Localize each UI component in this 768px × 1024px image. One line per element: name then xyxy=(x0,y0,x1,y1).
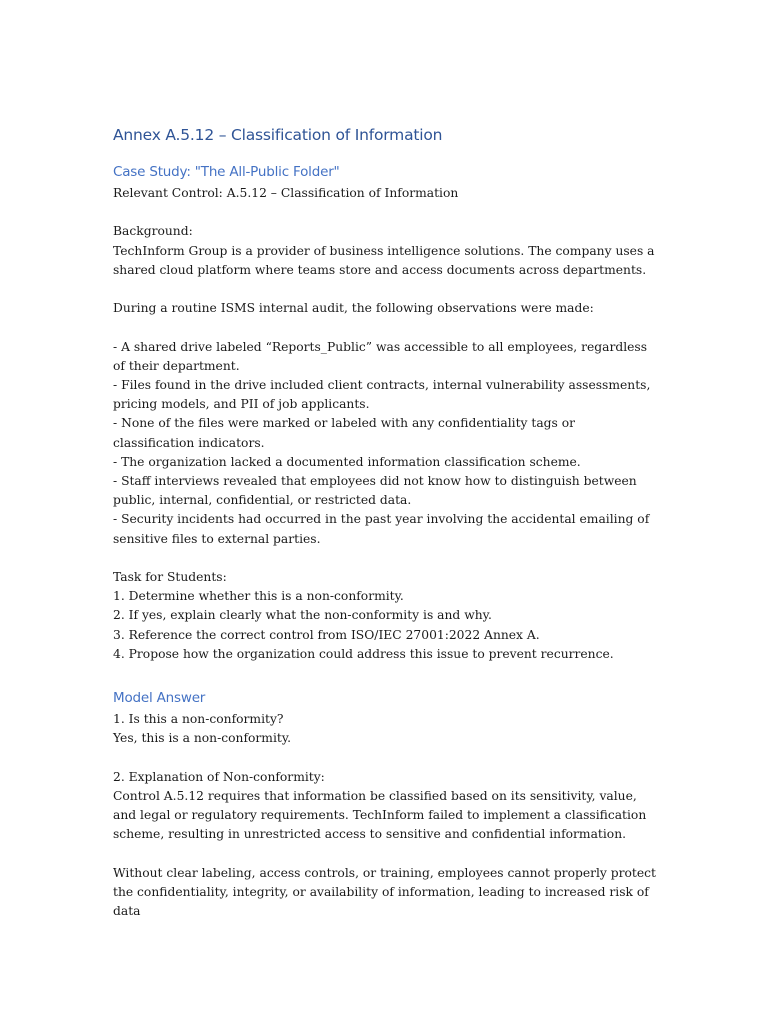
question-2: 2. Explanation of Non-conformity: xyxy=(113,769,325,784)
list-item: 2. If yes, explain clearly what the non-conformity is and why. xyxy=(113,608,492,623)
question-1: 1. Is this a non-conformity? xyxy=(113,712,284,727)
relevant-control: Relevant Control: A.5.12 – Classification of Information xyxy=(113,186,459,200)
document-content xyxy=(113,124,658,921)
audit-intro: During a routine ISMS internal audit, the following observations were made: xyxy=(113,301,594,316)
background-text: TechInform Group is a provider of business intelligence solutions. The company uses a shared cloud platform where teams store and access documents across departments. xyxy=(113,243,655,277)
list-item: 1. Determine whether this is a non-conformity. xyxy=(113,589,404,604)
list-item: - The organization lacked a documented information classification scheme. xyxy=(113,454,581,469)
list-item: 3. Reference the correct control from ISO/IEC 27001:2022 Annex A. xyxy=(113,627,540,642)
list-item: - Security incidents had occurred in the past year involving the accidental emailing of sensitive files to external parties. xyxy=(113,512,650,546)
answer-1: Yes, this is a non-conformity. xyxy=(113,731,292,746)
spacer xyxy=(113,280,658,299)
observation-list xyxy=(113,338,658,549)
list-item: - None of the files were marked or labeled with any confidentiality tags or classification indicators. xyxy=(113,416,576,450)
answer-2-paragraph-2: Without clear labeling, access controls, or training, employees cannot properly protect the confidentiality, integrity, or availability of information, leading to increased risk of data xyxy=(113,865,656,919)
spacer xyxy=(113,549,658,568)
spacer xyxy=(113,748,658,767)
case-study-heading: Case Study: "The All-Public Folder" xyxy=(113,164,340,180)
spacer xyxy=(113,664,658,688)
background-label: Background: xyxy=(113,224,193,239)
spacer xyxy=(113,844,658,863)
list-item: 4. Propose how the organization could address this issue to prevent recurrence. xyxy=(113,646,614,661)
task-list xyxy=(113,587,658,664)
task-label: Task for Students: xyxy=(113,570,227,584)
answer-2-paragraph-1: Control A.5.12 requires that information be classified based on its sensitivity, value, and legal or regulatory requirements. TechInform failed to implement a classification scheme, resulting in unrestricted access to sensitive and confidential information. xyxy=(113,788,647,842)
spacer xyxy=(113,203,658,222)
list-item: - A shared drive labeled “Reports_Public” was accessible to all employees, regardless of their department. xyxy=(113,339,648,373)
list-item: - Staff interviews revealed that employees did not know how to distinguish between public, internal, confidential, or restricted data. xyxy=(113,474,637,508)
list-item: - Files found in the drive included client contracts, internal vulnerability assessments, pricing models, and PII of job applicants. xyxy=(113,377,651,412)
document-title: Annex A.5.12 – Classification of Information xyxy=(113,126,443,144)
spacer xyxy=(113,318,658,337)
model-answer-heading: Model Answer xyxy=(113,690,206,707)
